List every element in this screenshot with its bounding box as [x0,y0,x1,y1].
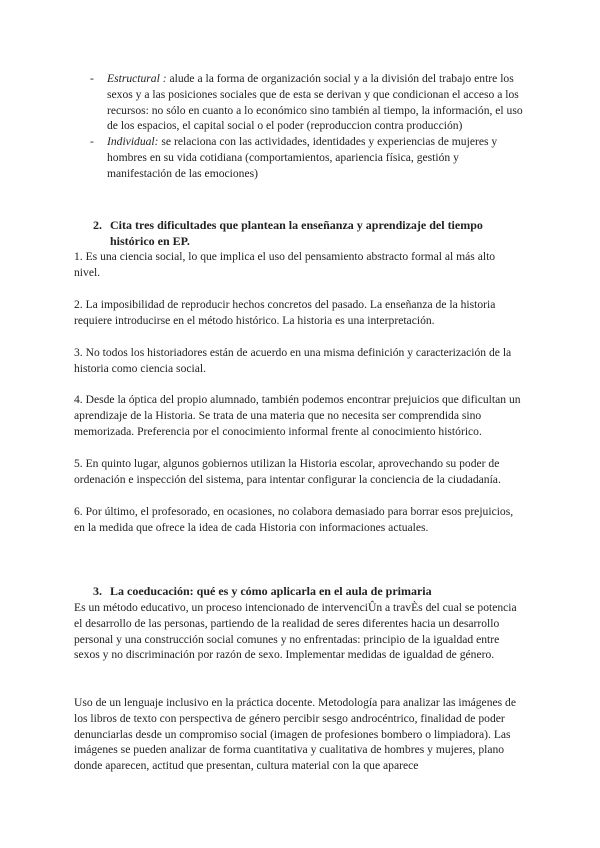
bullet-list [90,71,524,182]
bullet-dash: - [90,72,94,85]
paragraph: 6. Por último, el profesorado, en ocasiones, no colabora demasiado para borrar esos prejuicios, en la medida que ofrece la idea de cada Historia con informaciones actuales. [74,505,514,534]
paragraph: 2. La imposibilidad de reproducir hechos concretos del pasado. La enseñanza de la historia requiere introducirse en el método histórico. La historia es una interpretación. [74,298,496,327]
section-number: 2. [93,218,102,232]
paragraph: Uso de un lenguaje inclusivo en la práctica docente. Metodología para analizar las imágenes de los libros de texto con perspectiva de género percibir sesgo androcéntrico, finalidad de poder denunciarlas desde un compromiso social (imagen de profesiones bombero o limpiadora). Las imágenes se pueden analizar de forma cuantitativa y cualitativa de hombres y mujeres, plano donde aparecen, actitud que presentan, cultura material con la que aparece [74,696,517,773]
bullet-text: alude a la forma de organización social y a la división del trabajo entre los sexos y a las posiciones sociales que de esta se derivan y que condicionan el acceso a los recursos: no sólo en cuanto a lo económico sino también al tiempo, la información, el uso de los espacios, el capital social o el poder (reproduccion contra producción) [107,72,523,133]
paragraph: Es un método educativo, un proceso intencionado de intervenciÛn a travÈs del cual se potencia el desarrollo de las personas, partiendo de la realidad de seres diferentes hacia un desarrollo personal y una construcción social comunes y no enfrentadas: principio de la igualdad entre sexos y no discriminación por razón de sexo. Implementar medidas de igualdad de género. [74,601,517,662]
section-title: La coeducación: qué es y cómo aplicarla en el aula de primaria [110,584,432,598]
paragraph: 4. Desde la óptica del propio alumnado, también podemos encontrar prejuicios que dificultan un aprendizaje de la Historia. Se trata de una materia que no necesita ser comprendida sino memorizada. Preferencia por el conocimiento informal frente al conocimiento histórico. [74,393,521,438]
paragraph: 3. No todos los historiadores están de acuerdo en una misma definición y caracterización de la historia como ciencia social. [74,346,512,375]
bullet-dash: - [90,135,94,149]
paragraph: 1. Es una ciencia social, lo que implica el uso del pensamiento abstracto formal al más alto nivel. [74,250,496,279]
section-3-heading [93,584,513,600]
bullet-text: se relaciona con las actividades, identidades y experiencias de mujeres y hombres en su vida cotidiana (comportamientos, apariencia física, gestión y manifestación de las emociones) [107,135,498,180]
paragraph: 5. En quinto lugar, algunos gobiernos utilizan la Historia escolar, aprovechando su poder de ordenación e inspección del sistema, para intentar configurar la conciencia de la ciudadanía. [74,457,501,486]
bullet-structural [90,71,524,134]
bullet-individual [90,134,524,181]
section-number: 3. [93,584,102,598]
bullet-term: Individual: [107,135,159,149]
bullet-term: Estructural : [107,72,167,85]
section-2-heading [93,218,513,250]
section-title: Cita tres dificultades que plantean la enseñanza y aprendizaje del tiempo histórico en EP. [110,218,483,248]
